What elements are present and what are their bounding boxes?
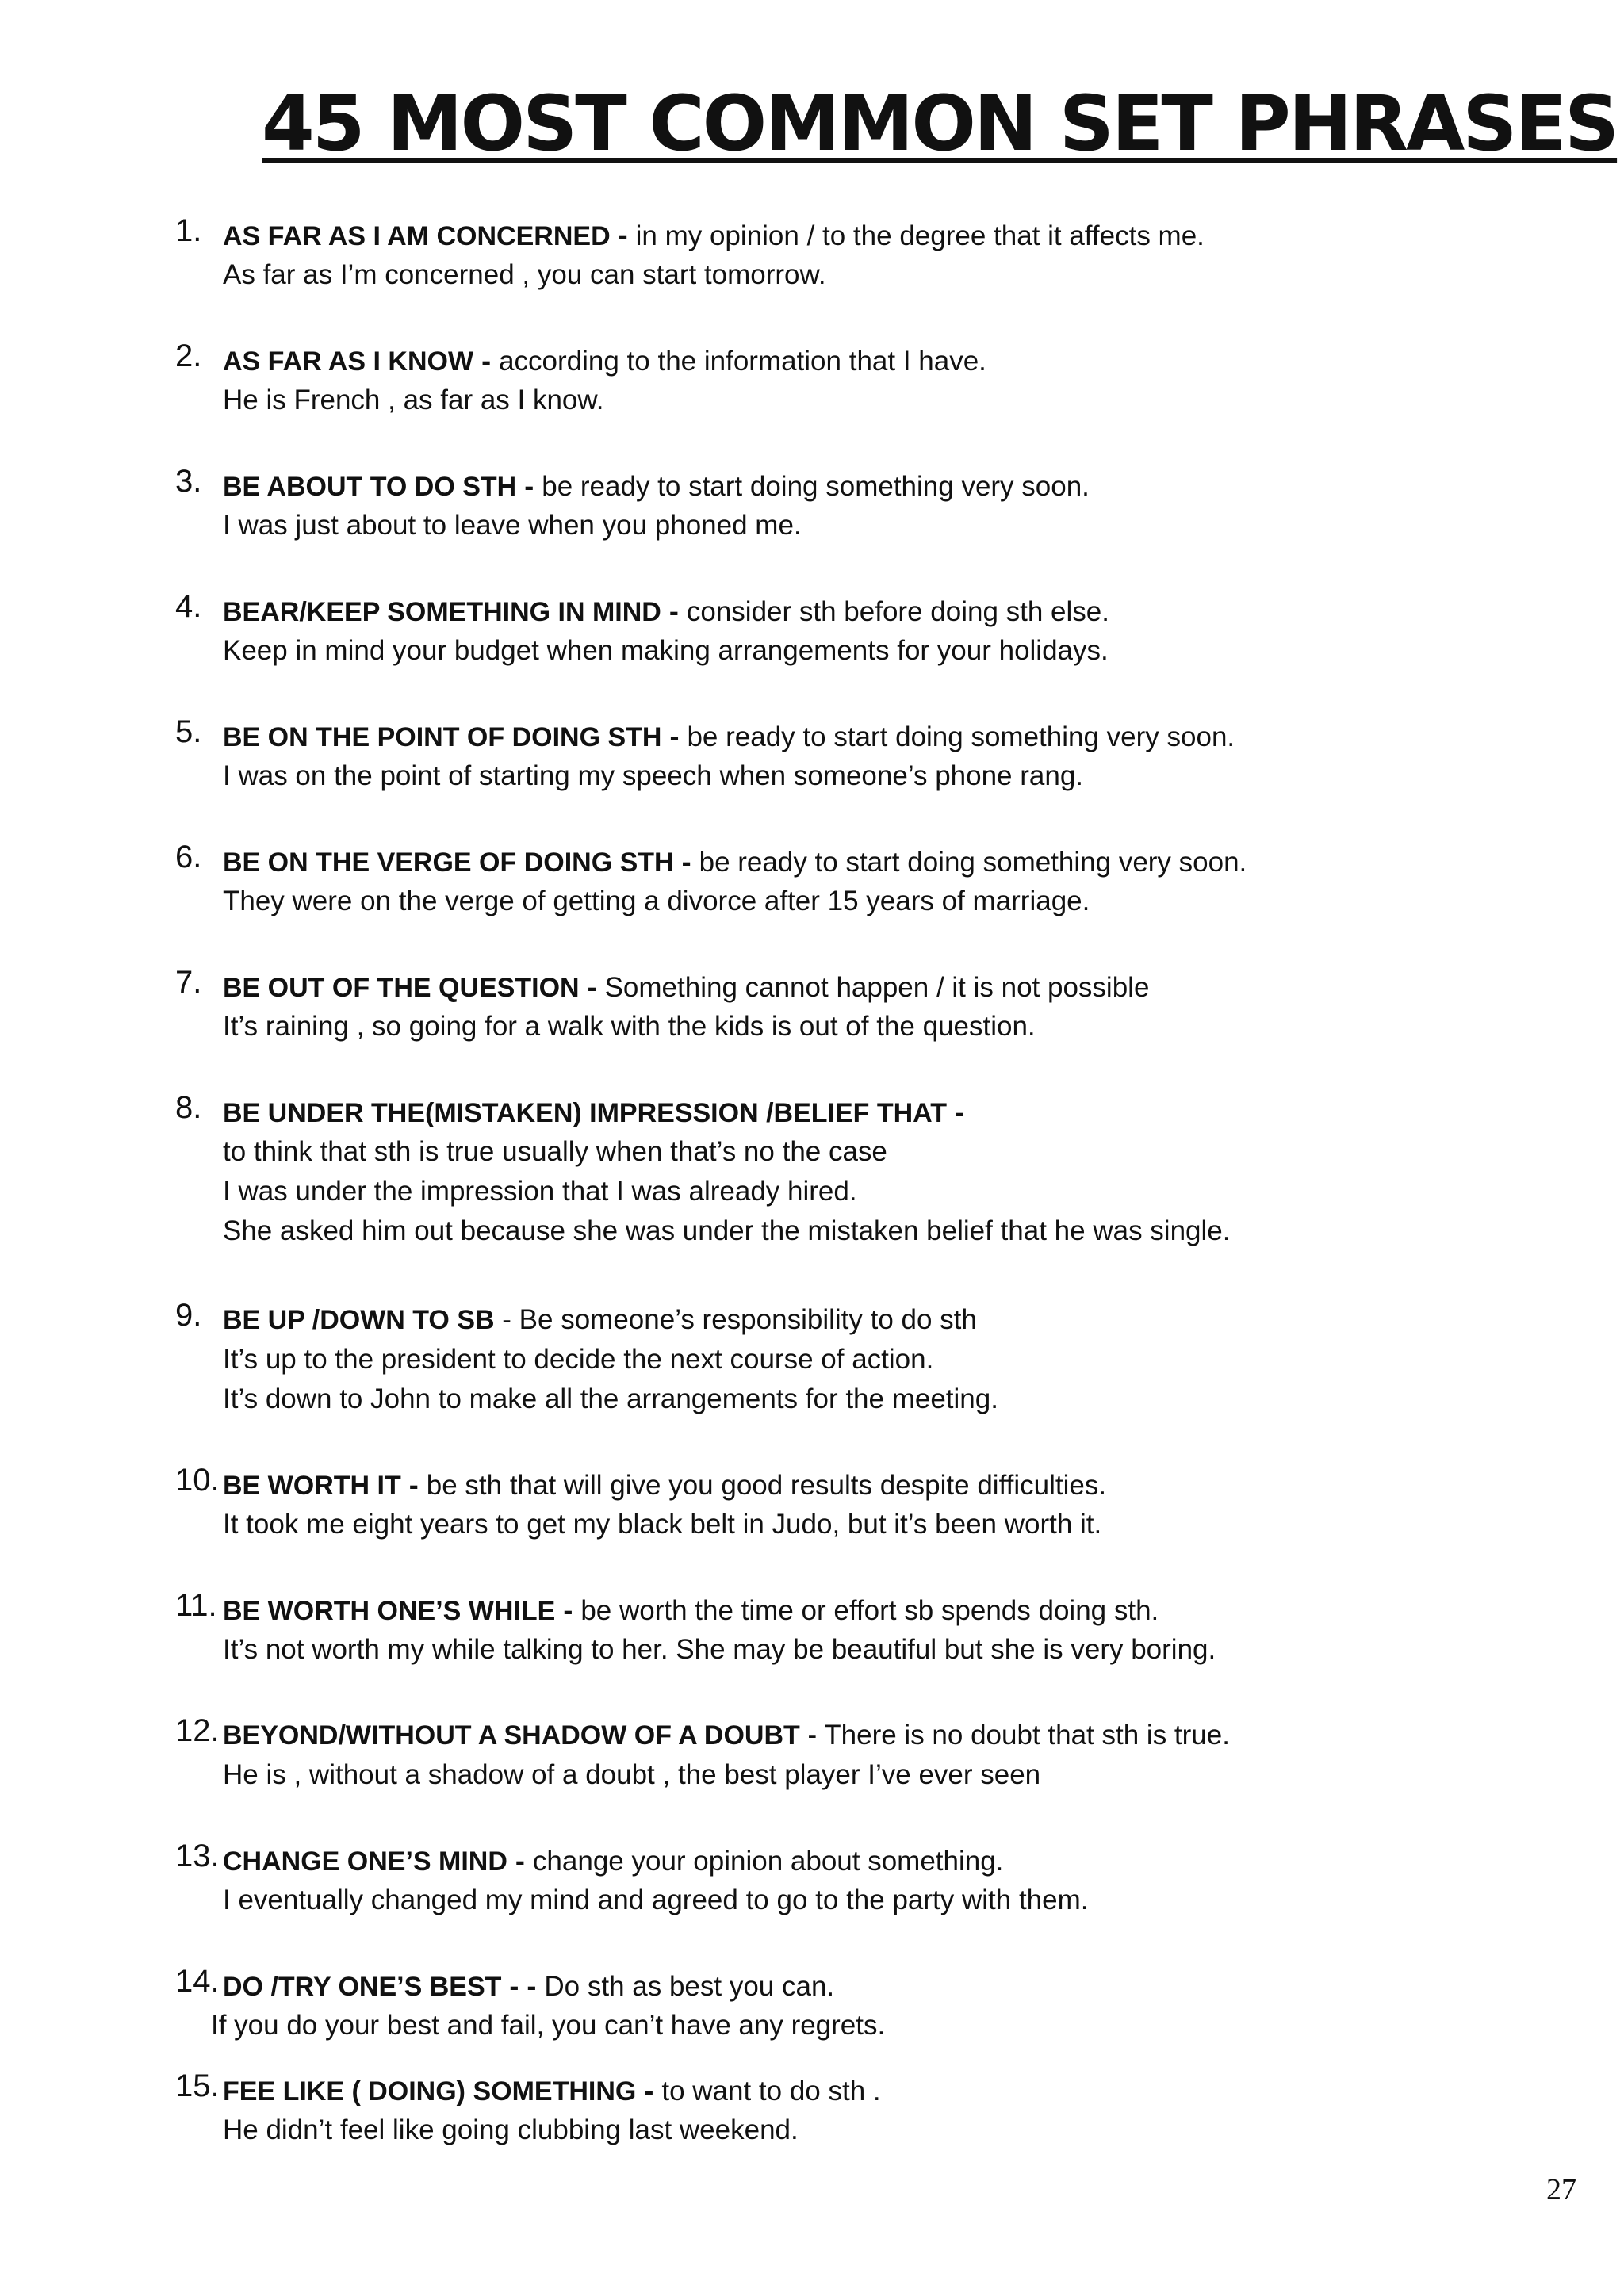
item-number: 9. [175,1298,202,1333]
definition: in my opinion / to the degree that it affects me. [635,220,1205,251]
item-number: 6. [175,840,202,874]
separator: - [636,2074,662,2107]
item-number: 5. [175,714,202,749]
phrase: BE WORTH IT [223,1471,401,1501]
item-headline [223,967,1149,1008]
phrase: BEAR/KEEP SOMETHING IN MIND [223,597,661,627]
example: It’s up to the president to decide the next course of action. [223,1344,934,1375]
definition: according to the information that I have. [499,346,986,377]
separator: - [661,720,688,752]
definition: to want to do sth . [661,2076,881,2107]
item-number: 1. [175,213,202,248]
definition: Be someone’s responsibility to do sth [519,1304,977,1335]
example: It’s raining , so going for a walk with the kids is out of the question. [223,1011,1036,1042]
item-headline [223,1590,1159,1631]
item-number: 3. [175,464,202,499]
item-headline [223,341,986,381]
example: I was just about to leave when you phoned me. [223,510,802,541]
phrase: BE ON THE POINT OF DOING STH [223,722,662,752]
example: I eventually changed my mind and agreed to go to the party with them. [223,1885,1089,1915]
definition: be ready to start doing something very soon. [542,471,1090,502]
item-headline [223,1716,1230,1755]
definition: be worth the time or effort sb spends doing sth. [580,1595,1159,1626]
example: He is French , as far as I know. [223,385,604,415]
item-number: 13. [175,1839,220,1873]
item-number: 7. [175,965,202,1000]
phrase: BE ABOUT TO DO STH [223,472,517,502]
phrase: AS FAR AS I KNOW [223,346,474,377]
example: He is , without a shadow of a doubt , the best player I’ve ever seen [223,1759,1041,1790]
example: I was under the impression that I was already hired. [223,1176,857,1207]
example: It’s not worth my while talking to her. She may be beautiful but she is very boring. [223,1634,1216,1665]
separator: - - [501,1969,545,2002]
item-headline [223,591,1109,632]
item-number: 15. [175,2068,220,2103]
separator: - [579,970,605,1003]
definition: be ready to start doing something very soon. [699,847,1247,878]
phrase: FEE LIKE ( DOING) SOMETHING [223,2076,637,2107]
example: He didn’t feel like going clubbing last weekend. [223,2114,799,2145]
item-number: 4. [175,589,202,624]
separator: - [494,1304,519,1335]
separator: - [610,219,636,251]
phrase: BE UNDER THE(MISTAKEN) IMPRESSION /BELIEF THAT [223,1098,947,1128]
phrase: AS FAR AS I AM CONCERNED [223,221,611,251]
item-headline [223,1966,834,2007]
separator: - [946,1096,964,1128]
page-title: 45 MOST COMMON SET PHRASES [262,79,1618,168]
item-number: 12. [175,1713,220,1748]
separator: - [516,469,542,502]
example: Keep in mind your budget when making arrangements for your holidays. [223,635,1109,666]
separator: - [799,1720,825,1751]
item-headline [223,466,1090,507]
item-headline [223,842,1247,882]
definition: be sth that will give you good results despite difficulties. [426,1470,1107,1501]
example: I was on the point of starting my speech when someone’s phone rang. [223,760,1084,791]
phrase: BE UP /DOWN TO SB [223,1305,495,1335]
item-headline [223,216,1205,256]
item-headline [223,1841,1003,1881]
item-headline [223,1465,1106,1506]
item-number: 11. [175,1588,217,1623]
definition-line: to think that sth is true usually when that’s no the case [223,1136,887,1167]
phrase: CHANGE ONE’S MIND [223,1846,508,1877]
separator: - [507,1844,533,1877]
item-number: 8. [175,1090,202,1125]
example: It’s down to John to make all the arrangements for the meeting. [223,1383,998,1414]
phrase: DO /TRY ONE’S BEST [223,1972,502,2002]
phrase: BE WORTH ONE’S WHILE [223,1596,556,1626]
phrase: BE ON THE VERGE OF DOING STH [223,848,674,878]
example: They were on the verge of getting a divorce after 15 years of marriage. [223,886,1090,916]
item-headline [223,717,1235,757]
definition: There is no doubt that sth is true. [824,1720,1230,1751]
example: As far as I’m concerned , you can start tomorrow. [223,259,826,290]
phrase: BEYOND/WITHOUT A SHADOW OF A DOUBT [223,1720,800,1751]
separator: - [555,1594,581,1626]
item-headline [223,1300,977,1340]
page-number: 27 [1546,2173,1576,2206]
definition: be ready to start doing something very soon. [687,721,1235,752]
example: It took me eight years to get my black belt in Judo, but it’s been worth it. [223,1509,1102,1540]
separator: - [673,845,699,878]
item-number: 10. [175,1463,220,1498]
separator: - [400,1468,427,1501]
item-number: 2. [175,339,202,373]
item-number: 14. [175,1964,220,1999]
separator: - [473,344,500,377]
example: She asked him out because she was under the mistaken belief that he was single. [223,1215,1231,1246]
phrase: BE OUT OF THE QUESTION [223,973,580,1003]
example: If you do your best and fail, you can’t have any regrets. [211,2010,886,2041]
separator: - [661,595,687,627]
definition: change your opinion about something. [532,1846,1004,1877]
definition: consider sth before doing sth else. [686,596,1109,627]
definition: Do sth as best you can. [544,1971,835,2002]
definition: Something cannot happen / it is not possible [604,972,1150,1003]
item-headline [223,1093,964,1133]
item-headline [223,2071,881,2111]
